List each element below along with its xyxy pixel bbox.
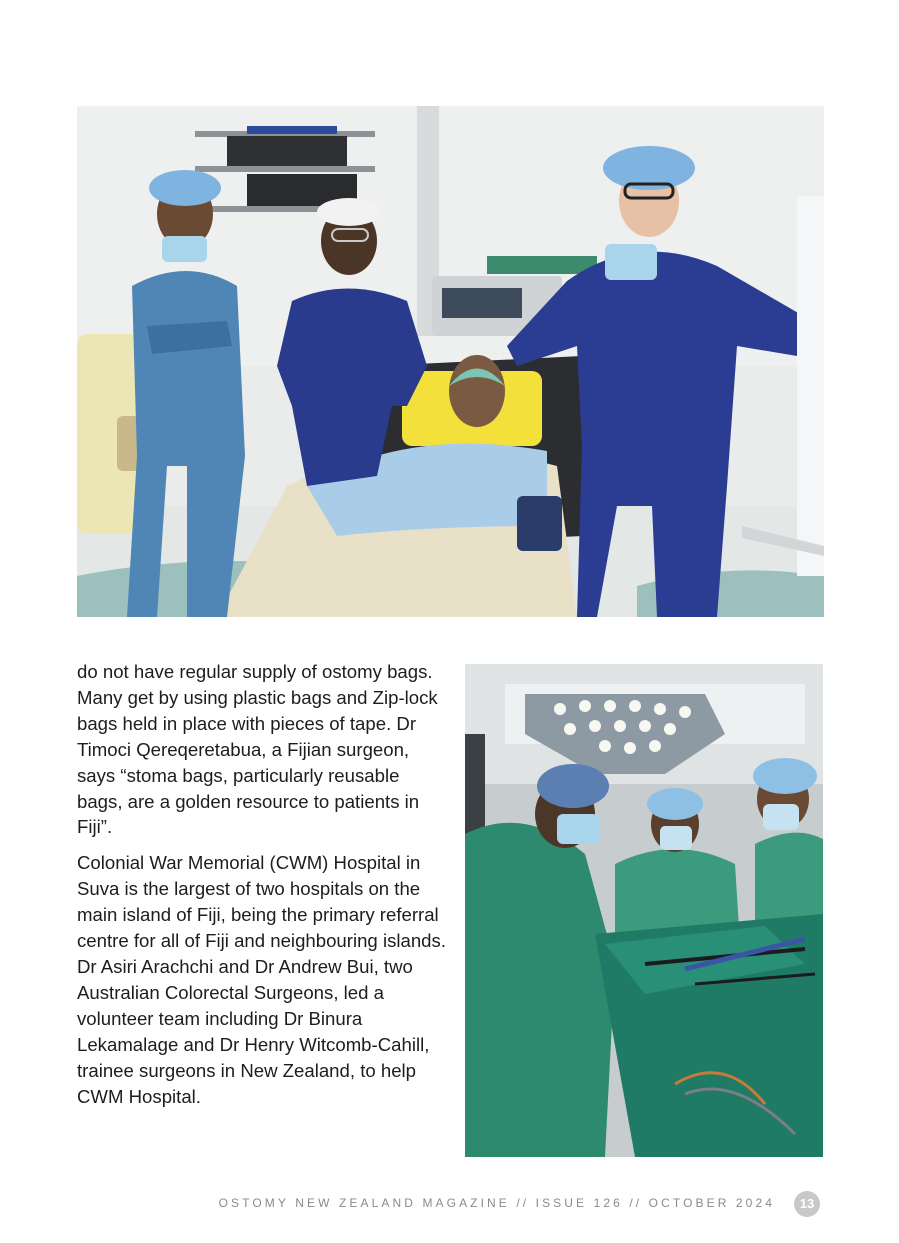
article-body bbox=[77, 659, 447, 1119]
article-paragraph-2: Colonial War Memorial (CWM) Hospital in Suva is the largest of two hospitals on the main island of Fiji, being the primary referral centre for all of Fiji and neighbouring islands. Dr Asiri Arachchi and Dr Andrew Bui, two Australian Colorectal Surgeons, led a volunteer team including Dr Binura Lekamalage and Dr Henry Witcomb-Cahill, trainee surgeons in New Zealand, to help CWM Hospital. bbox=[77, 852, 446, 1107]
team-photo-hospital-ward bbox=[77, 106, 824, 617]
surgery-photo-operating-theatre bbox=[465, 664, 823, 1157]
magazine-footer: OSTOMY NEW ZEALAND MAGAZINE // ISSUE 126 // OCTOBER 2024 bbox=[218, 1196, 775, 1210]
article-paragraph-1: do not have regular supply of ostomy bags. Many get by using plastic bags and Zip-lock bags held in place with pieces of tape. Dr Timoci Qereqeretabua, a Fijian surgeon, says “stoma bags, particularly reusable bags, are a golden resource to patients in Fiji”. bbox=[77, 661, 438, 838]
page-number-badge: 13 bbox=[794, 1191, 820, 1217]
